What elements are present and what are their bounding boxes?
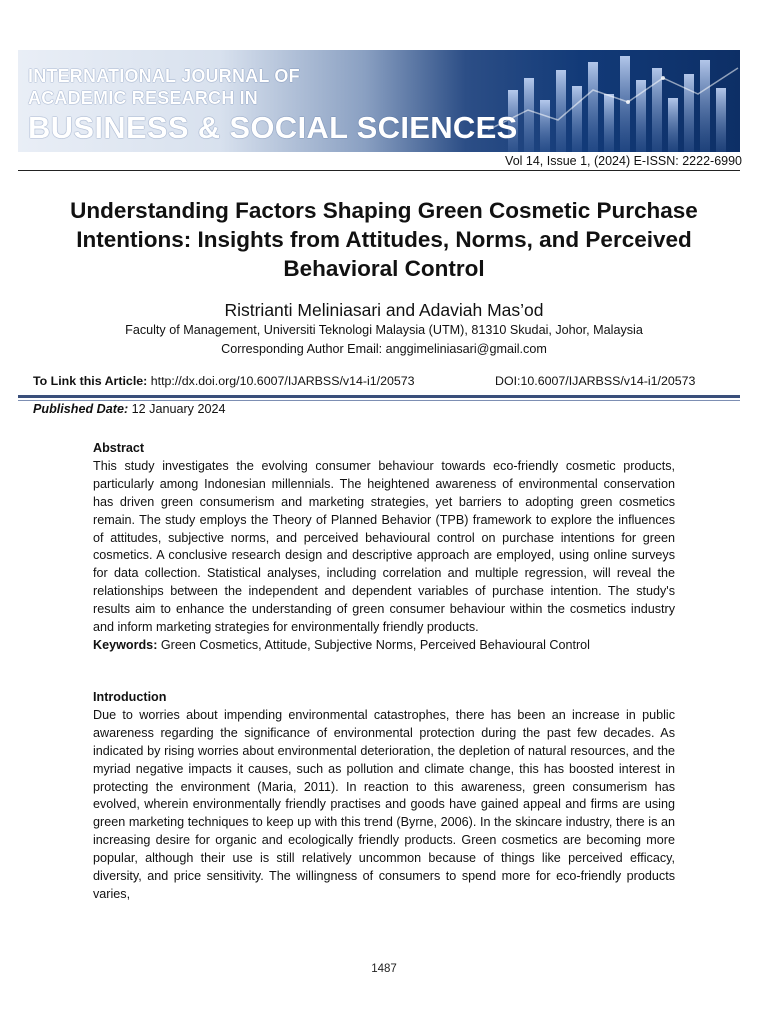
authors: Ristrianti Meliniasari and Adaviah Mas’od <box>224 300 544 320</box>
published-date-label: Published Date: <box>33 402 129 416</box>
journal-title-line-3: BUSINESS & SOCIAL SCIENCES <box>28 110 518 145</box>
affiliation: Faculty of Management, Universiti Teknologi Malaysia (UTM), 81310 Skudai, Johor, Malaysia <box>125 323 643 337</box>
corresponding-author: Corresponding Author Email: anggimeliniasari@gmail.com <box>221 342 547 356</box>
abstract-section <box>93 440 675 655</box>
keywords-value: Green Cosmetics, Attitude, Subjective Norms, Perceived Behavioural Control <box>160 637 590 652</box>
volume-info: Vol 14, Issue 1, (2024) E-ISSN: 2222-6990 <box>505 154 742 168</box>
article-link-line <box>33 374 733 388</box>
double-divider <box>18 395 740 401</box>
abstract-text: This study investigates the evolving consumer behaviour towards eco-friendly cosmetic products, particularly among Indonesian millennials. The heightened awareness of environmental conservation has driven green consumerism and marketing strategies, yet barriers to adopting green cosmetics remain. The study employs the Theory of Planned Behavior (TPB) framework to explore the influences of attitudes, subjective norms, and perceived behavioural control on purchase intentions for green cosmetics. A conclusive research design and descriptive approach are employed, using online surveys for data collection. Statistical analyses, including correlation and multiple regression, will reveal the relationships between the independent and dependent variables of purchase intention. The study's results aim to enhance the understanding of green consumer behaviour within the cosmetics industry and inform marketing strategies for environmentally friendly products. <box>93 458 675 635</box>
page-number: 1487 <box>371 963 397 975</box>
journal-banner <box>18 50 740 152</box>
published-date-value: 12 January 2024 <box>131 402 226 416</box>
keywords <box>93 637 675 655</box>
journal-title-line-1: INTERNATIONAL JOURNAL OF <box>28 66 300 86</box>
article-url-link[interactable]: http://dx.doi.org/10.6007/IJARBSS/v14-i1/20573 <box>150 374 415 388</box>
introduction-text: Due to worries about impending environmental catastrophes, there has been an increase in public awareness regarding the significance of environmental protection during the past few decades. As indicated by rising worries about environmental deterioration, the depletion of natural resources, and the myriad negative impacts it causes, such as pollution and climate change, this has boosted interest in protecting the environment (Maria, 2011). In reaction to this awareness, green consumerism has evolved, wherein environmentally friendly practises and goods have gained appeal and firms are using green marketing techniques to keep up with this trend (Byrne, 2006). In the skincare industry, there is an increasing desire for organic and ecologically friendly products. Green cosmetics are becoming more popular, although their use is still relatively uncommon because of things like perceived efficacy, diversity, and price sensitivity. The willingness of consumers to spend more for eco-friendly products varies, <box>93 707 675 901</box>
doi-link[interactable]: DOI:10.6007/IJARBSS/v14-i1/20573 <box>495 374 696 388</box>
published-date <box>33 402 226 416</box>
link-label: To Link this Article: <box>33 374 148 388</box>
journal-title-line-2: ACADEMIC RESEARCH IN <box>28 88 259 108</box>
keywords-label: Keywords: <box>93 637 158 652</box>
header-divider <box>18 170 740 171</box>
abstract-heading: Abstract <box>93 441 145 455</box>
introduction-section <box>93 689 675 904</box>
article-title: Understanding Factors Shaping Green Cosmetic Purchase Intentions: Insights from Attitudes, Norms, and Perceived Behavioral Control <box>70 198 698 281</box>
introduction-heading: Introduction <box>93 690 167 704</box>
